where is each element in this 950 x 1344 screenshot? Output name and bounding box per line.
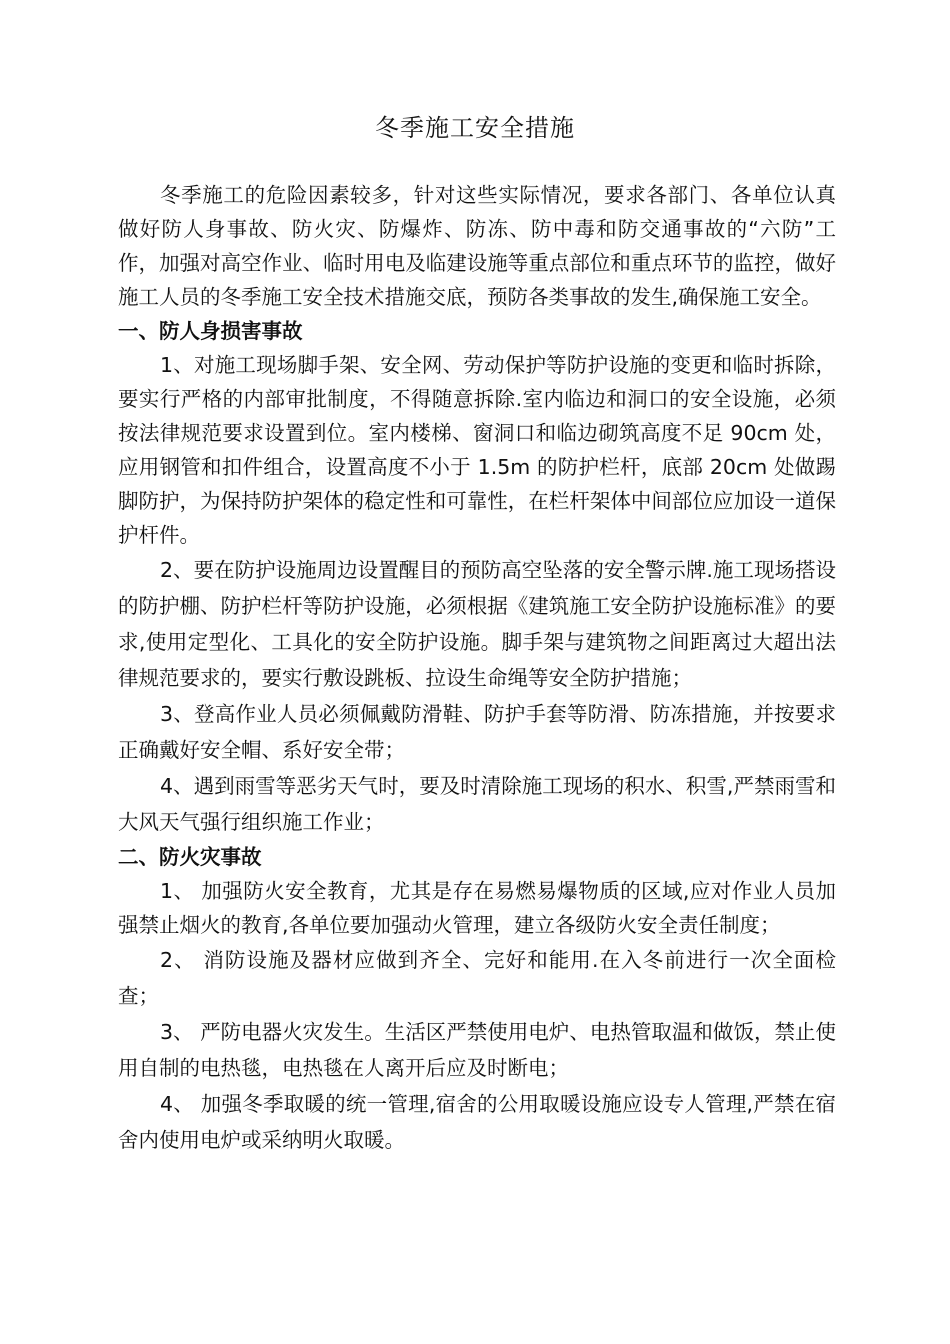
section-1-item-1: 1、对施工现场脚手架、安全网、劳动保护等防护设施的变更和临时拆除，要实行严格的内部审批制度，不得随意拆除.室内临边和洞口的安全设施，必须按法律规范要求设置到位。室内楼梯、窗洞口和临边砌筑高度不足 90cm 处，应用钢管和扣件组合，设置高度不小于 1.5m 的防护栏杆，底部 20cm 处做踢脚防护，为保持防护架体的稳定性和可靠性，在栏杆架体中间部位应加设一道保护杆件。 [118, 353, 836, 547]
intro-paragraph: 冬季施工的危险因素较多，针对这些实际情况，要求各部门、各单位认真做好防人身事故、防火灾、防爆炸、防冻、防中毒和防交通事故的“六防”工作，加强对高空作业、临时用电及临建设施等重点部位和重点环节的监控，做好施工人员的冬季施工安全技术措施交底，预防各类事故的发生,确保施工安全。 [118, 183, 836, 309]
section-2-item-4: 4、 加强冬季取暖的统一管理,宿舍的公用取暖设施应设专人管理,严禁在宿舍内使用电炉或采纳明火取暖。 [118, 1092, 836, 1152]
section-heading-personal-injury: 一、防人身损害事故 [118, 319, 303, 343]
section-1-item-3: 3、登高作业人员必须佩戴防滑鞋、防护手套等防滑、防冻措施，并按要求正确戴好安全帽、系好安全带； [118, 702, 836, 762]
section-2-item-2: 2、 消防设施及器材应做到齐全、完好和能用.在入冬前进行一次全面检查； [118, 948, 836, 1008]
section-1-item-2: 2、要在防护设施周边设置醒目的预防高空坠落的安全警示牌.施工现场搭设的防护棚、防护栏杆等防护设施，必须根据《建筑施工安全防护设施标准》的要求,使用定型化、工具化的安全防护设施。脚手架与建筑物之间距离过大超出法律规范要求的，要实行敷设跳板、拉设生命绳等安全防护措施； [118, 558, 836, 690]
section-2-item-3: 3、 严防电器火灾发生。生活区严禁使用电炉、电热管取温和做饭，禁止使用自制的电热毯，电热毯在人离开后应及时断电； [118, 1020, 836, 1080]
section-1-item-4: 4、遇到雨雪等恶劣天气时，要及时清除施工现场的积水、积雪,严禁雨雪和大风天气强行组织施工作业； [118, 774, 836, 834]
document-body [118, 178, 836, 1158]
document-title: 冬季施工安全措施 [375, 114, 575, 142]
section-2-item-1: 1、 加强防火安全教育，尤其是存在易燃易爆物质的区域,应对作业人员加强禁止烟火的教育,各单位要加强动火管理，建立各级防火安全责任制度； [118, 879, 836, 937]
section-heading-fire: 二、防火灾事故 [118, 845, 262, 869]
